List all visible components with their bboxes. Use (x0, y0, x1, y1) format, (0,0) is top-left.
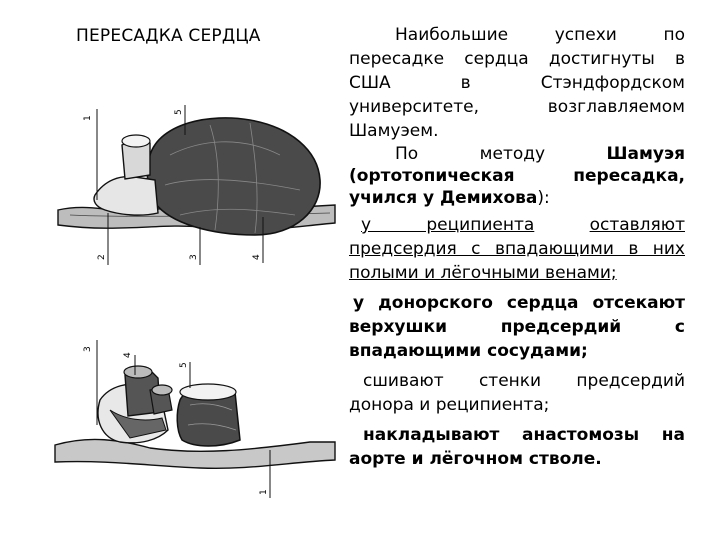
step-recipient-lead: у реципиента (361, 215, 535, 235)
figure-label: 5 (179, 362, 189, 368)
figure-label: 4 (252, 254, 262, 260)
step-anastomosis: накладывают анастомозы на аорте и лёгочном стволе. (349, 425, 685, 469)
figure-label: 1 (83, 115, 93, 121)
intro-paragraph: Наибольшие успехи по пересадке сердца достигнуты в США в Стэндфордском университете, возглавляемом Шамуэем. (349, 25, 685, 141)
transplanted-heart-illustration (50, 95, 340, 285)
step-suture: сшивают стенки предсердий донора и реципиента; (349, 371, 685, 415)
figure-label: 2 (97, 254, 107, 260)
figure-label: 4 (123, 352, 133, 358)
step-recipient (349, 213, 685, 285)
step-donor: у донорского сердца отсекают верхушки предсердий с впадающими сосудами; (349, 293, 685, 361)
figure-label: 3 (189, 254, 199, 260)
step-recipient-gap (534, 215, 589, 235)
method-name: Шамуэя (ортотопическая пересадка, учился у Демихова (349, 144, 685, 208)
method-paragraph (349, 143, 685, 209)
slide-title: ПЕРЕСАДКА СЕРДЦА (76, 26, 261, 46)
figure-label: 1 (259, 489, 269, 495)
donor-recipient-heart-illustration (50, 330, 340, 515)
step-recipient-body: оставляют предсердия с впадающими в них полыми и лёгочными венами; (349, 215, 685, 283)
figure-label: 5 (174, 109, 184, 115)
figure-label: 3 (83, 346, 93, 352)
body-text (349, 23, 685, 471)
method-end: ): (537, 188, 550, 208)
method-intro: По методу (395, 144, 607, 164)
